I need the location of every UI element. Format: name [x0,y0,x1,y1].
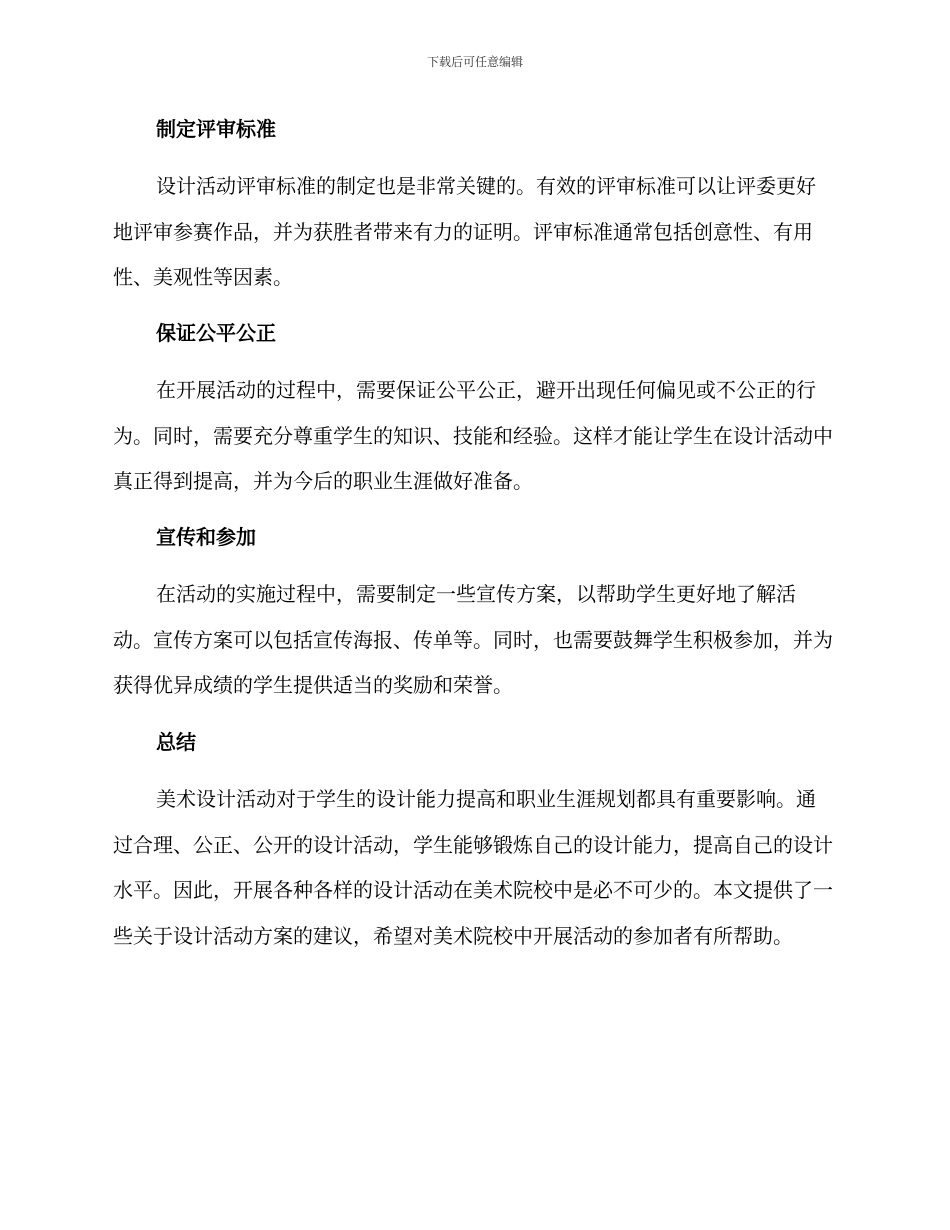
section-heading-fairness: 保证公平公正 [156,321,276,345]
paragraph-fairness: 在开展活动的过程中，需要保证公平公正，避开出现任何偏见或不公正的行为。同时，需要充分尊重学生的知识、技能和经验。这样才能让学生在设计活动中真正得到提高，并为今后的职业生涯做好准备。 [113,378,833,493]
header-note: 下载后可任意编辑 [426,55,523,69]
paragraph-summary: 美术设计活动对于学生的设计能力提高和职业生涯规划都具有重要影响。通过合理、公正、公开的设计活动，学生能够锻炼自己的设计能力，提高自己的设计水平。因此，开展各种各样的设计活动在美术院校中是必不可少的。本文提供了一些关于设计活动方案的建议，希望对美术院校中开展活动的参加者有所帮助。 [113,787,833,948]
paragraph-promotion: 在活动的实施过程中，需要制定一些宣传方案，以帮助学生更好地了解活动。宣传方案可以包括宣传海报、传单等。同时，也需要鼓舞学生积极参加，并为获得优异成绩的学生提供适当的奖励和荣誉。 [113,582,833,697]
paragraph-review-standards: 设计活动评审标准的制定也是非常关键的。有效的评审标准可以让评委更好地评审参赛作品，并为获胜者带来有力的证明。评审标准通常包括创意性、有用性、美观性等因素。 [113,174,816,289]
section-heading-summary: 总结 [156,730,196,754]
section-heading-review-standards: 制定评审标准 [156,117,276,141]
section-heading-promotion: 宣传和参加 [156,525,256,549]
